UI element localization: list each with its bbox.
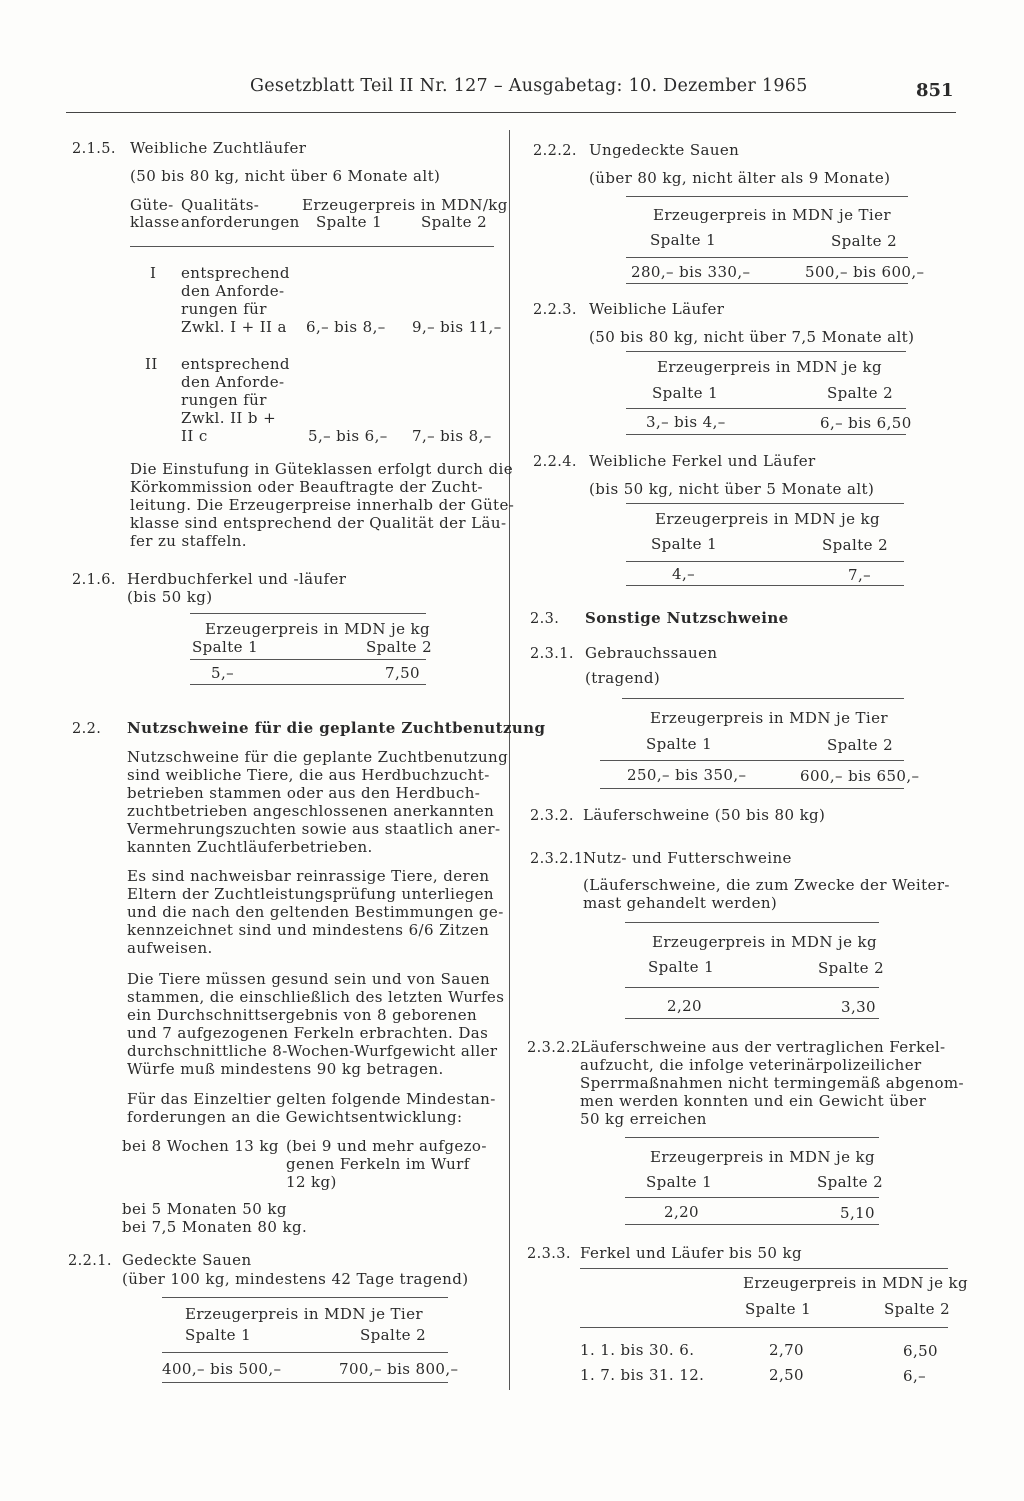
table-header: Spalte 1 — [185, 1326, 252, 1344]
paragraph-line: Nutzschweine für die geplante Zuchtbenutzung — [127, 748, 509, 766]
table-rule — [625, 1224, 879, 1225]
table-header: Spalte 2 — [421, 213, 488, 231]
table-rule — [162, 1382, 448, 1383]
table-rule — [625, 987, 879, 988]
weight-requirement: bei 5 Monaten 50 kg — [122, 1200, 287, 1218]
table-header: Spalte 1 — [648, 958, 715, 976]
section-title: Weibliche Ferkel und Läufer — [589, 452, 816, 470]
weight-requirement: (bei 9 und mehr aufgezo- — [286, 1137, 487, 1155]
table-cell: den Anforde- — [181, 373, 285, 391]
table-header: Spalte 2 — [366, 638, 433, 656]
section-subtitle: (bis 50 kg) — [127, 588, 213, 606]
table-cell: I — [150, 264, 157, 282]
table-cell: 7,50 — [385, 664, 420, 682]
paragraph-line: klasse sind entsprechend der Qualität der Läu- — [130, 514, 507, 532]
table-header: Erzeugerpreis in MDN je Tier — [185, 1305, 423, 1323]
paragraph-line: zuchtbetrieben angeschlossenen anerkannten — [127, 802, 495, 820]
section-number: 2.3.1. — [530, 646, 574, 662]
table-cell: 6,– bis 6,50 — [820, 414, 912, 432]
section-number: 2.2.3. — [533, 302, 577, 318]
table-cell: den Anforde- — [181, 282, 285, 300]
table-header: Güte- — [130, 196, 174, 214]
paragraph-line: aufweisen. — [127, 939, 213, 957]
paragraph-line: Die Einstufung in Güteklassen erfolgt durch die — [130, 460, 513, 478]
table-header: Spalte 2 — [884, 1300, 951, 1318]
table-cell: entsprechend — [181, 355, 290, 373]
table-header: Spalte 2 — [827, 736, 894, 754]
paragraph-line: leitung. Die Erzeugerpreise innerhalb der Güte- — [130, 496, 515, 514]
section-number: 2.3.2. — [530, 808, 574, 824]
table-cell: 3,30 — [841, 998, 876, 1016]
table-cell: 6,50 — [903, 1342, 938, 1360]
table-cell: Zwkl. I + II a — [181, 318, 287, 336]
table-rule — [580, 1327, 948, 1328]
weight-requirement: genen Ferkeln im Wurf — [286, 1155, 470, 1173]
section-title: Gebrauchssauen — [585, 644, 718, 662]
weight-requirement: bei 7,5 Monaten 80 kg. — [122, 1218, 308, 1236]
table-header: Spalte 2 — [360, 1326, 427, 1344]
table-header: Spalte 1 — [192, 638, 259, 656]
column-divider — [509, 130, 510, 1390]
table-cell: 5,10 — [840, 1204, 875, 1222]
section-subtitle: (über 80 kg, nicht älter als 9 Monate) — [589, 169, 891, 187]
table-cell: 5,– — [211, 664, 235, 682]
table-rule — [190, 684, 426, 685]
table-header: Erzeugerpreis in MDN je kg — [650, 1148, 876, 1166]
section-number: 2.2.1. — [68, 1253, 112, 1269]
table-header: Erzeugerpreis in MDN je kg — [657, 358, 883, 376]
table-rule — [600, 788, 904, 789]
paragraph-line: betrieben stammen oder aus den Herdbuch- — [127, 784, 481, 802]
table-cell: 6,– — [903, 1367, 927, 1385]
table-header: Erzeugerpreis in MDN je kg — [743, 1274, 969, 1292]
section-title: Läuferschweine (50 bis 80 kg) — [583, 806, 826, 824]
paragraph-line: Für das Einzeltier gelten folgende Mindestan- — [127, 1090, 496, 1108]
weight-requirement: 12 kg) — [286, 1173, 337, 1191]
table-header: Erzeugerpreis in MDN je kg — [655, 510, 881, 528]
header-rule — [66, 112, 956, 113]
table-rule — [600, 760, 904, 761]
section-title: Herdbuchferkel und -läufer — [127, 570, 347, 588]
table-header: Spalte 1 — [316, 213, 383, 231]
paragraph-line: Sperrmaßnahmen nicht termingemäß abgenom- — [580, 1074, 964, 1092]
page-number: 851 — [916, 80, 954, 101]
table-cell: entsprechend — [181, 264, 290, 282]
table-cell: 4,– — [672, 565, 696, 583]
section-number: 2.2. — [72, 721, 102, 737]
section-number: 2.2.4. — [533, 454, 577, 470]
table-cell: 2,20 — [667, 997, 702, 1015]
section-number: 2.2.2. — [533, 143, 577, 159]
table-cell: Zwkl. II b + — [181, 409, 277, 427]
table-header: Erzeugerpreis in MDN je kg — [205, 620, 431, 638]
section-number: 2.3.2.2. — [527, 1040, 586, 1056]
paragraph-line: durchschnittliche 8-Wochen-Wurfgewicht aller — [127, 1042, 498, 1060]
table-cell: 7,– bis 8,– — [412, 427, 492, 445]
section-title: Gedeckte Sauen — [122, 1251, 252, 1269]
table-rule — [626, 585, 904, 586]
table-header: Spalte 1 — [652, 384, 719, 402]
table-header: klasse — [130, 213, 180, 231]
table-cell: 5,– bis 6,– — [308, 427, 388, 445]
table-header: Spalte 1 — [650, 231, 717, 249]
table-rule — [625, 1137, 879, 1138]
paragraph-line: Läuferschweine aus der vertraglichen Ferkel- — [580, 1038, 946, 1056]
section-title: Weibliche Läufer — [589, 300, 725, 318]
section-number: 2.1.6. — [72, 572, 116, 588]
table-rule — [622, 698, 904, 699]
section-subtitle: (tragend) — [585, 669, 661, 687]
paragraph-line: kannten Zuchtläuferbetrieben. — [127, 838, 373, 856]
paragraph-line: men werden konnten und ein Gewicht über — [580, 1092, 927, 1110]
paragraph-line: aufzucht, die infolge veterinärpolizeilicher — [580, 1056, 922, 1074]
table-rule — [626, 257, 908, 258]
section-title: Ungedeckte Sauen — [589, 141, 740, 159]
table-cell: rungen für — [181, 300, 267, 318]
section-number: 2.1.5. — [72, 141, 116, 157]
section-title: Sonstige Nutzschweine — [585, 609, 789, 627]
table-rule — [626, 408, 906, 409]
table-cell: 7,– — [848, 566, 872, 584]
table-header: Erzeugerpreis in MDN je Tier — [653, 206, 891, 224]
paragraph-line: 50 kg erreichen — [580, 1110, 707, 1128]
table-header: Spalte 2 — [822, 536, 889, 554]
section-number: 2.3. — [530, 611, 560, 627]
table-header: Spalte 2 — [817, 1173, 884, 1191]
table-cell: 2,70 — [769, 1341, 804, 1359]
table-header: Spalte 2 — [831, 232, 898, 250]
paragraph-line: stammen, die einschließlich des letzten Wurfes — [127, 988, 505, 1006]
table-cell: 280,– bis 330,– — [631, 263, 751, 281]
table-rule — [625, 922, 879, 923]
table-cell: 2,20 — [664, 1203, 699, 1221]
table-cell: 400,– bis 500,– — [162, 1360, 282, 1378]
table-rule — [625, 1018, 879, 1019]
section-number: 2.3.2.1. — [530, 851, 589, 867]
table-header: Erzeugerpreis in MDN je kg — [652, 933, 878, 951]
table-cell: 9,– bis 11,– — [412, 318, 502, 336]
table-rule — [626, 561, 904, 562]
table-rule — [580, 1268, 948, 1269]
table-cell: 500,– bis 600,– — [805, 263, 925, 281]
table-cell: 1. 1. bis 30. 6. — [580, 1341, 695, 1359]
table-rule — [626, 196, 908, 197]
section-subtitle: mast gehandelt werden) — [583, 894, 778, 912]
table-cell: 700,– bis 800,– — [339, 1360, 459, 1378]
section-title: Ferkel und Läufer bis 50 kg — [580, 1244, 803, 1262]
table-rule — [626, 503, 904, 504]
paragraph-line: kennzeichnet sind und mindestens 6/6 Zitzen — [127, 921, 490, 939]
table-cell: rungen für — [181, 391, 267, 409]
table-cell: 1. 7. bis 31. 12. — [580, 1366, 705, 1384]
table-header: Spalte 2 — [818, 959, 885, 977]
section-title: Nutzschweine für die geplante Zuchtbenutzung — [127, 719, 546, 737]
table-cell: 250,– bis 350,– — [627, 766, 747, 784]
table-cell: 3,– bis 4,– — [646, 413, 726, 431]
section-subtitle: (über 100 kg, mindestens 42 Tage tragend) — [122, 1270, 469, 1288]
table-cell: II — [145, 355, 158, 373]
table-rule — [130, 246, 494, 247]
paragraph-line: Es sind nachweisbar reinrassige Tiere, deren — [127, 867, 490, 885]
table-rule — [162, 1352, 448, 1353]
section-subtitle: (50 bis 80 kg, nicht über 7,5 Monate alt) — [589, 328, 915, 346]
table-cell: 6,– bis 8,– — [306, 318, 386, 336]
table-header: Erzeugerpreis in MDN je Tier — [650, 709, 888, 727]
paragraph-line: sind weibliche Tiere, die aus Herdbuchzucht- — [127, 766, 490, 784]
table-header: Spalte 1 — [651, 535, 718, 553]
running-header: Gesetzblatt Teil II Nr. 127 – Ausgabetag: 10. Dezember 1965 — [250, 76, 808, 96]
section-title: Weibliche Zuchtläufer — [130, 139, 307, 157]
table-header: anforderungen — [181, 213, 300, 231]
table-header: Erzeugerpreis in MDN/kg — [302, 196, 508, 214]
paragraph-line: Vermehrungszuchten sowie aus staatlich aner- — [127, 820, 501, 838]
table-rule — [626, 283, 908, 284]
paragraph-line: Die Tiere müssen gesund sein und von Sauen — [127, 970, 491, 988]
table-header: Spalte 2 — [827, 384, 894, 402]
table-cell: II c — [181, 427, 208, 445]
table-cell: 600,– bis 650,– — [800, 767, 920, 785]
table-header: Spalte 1 — [646, 1173, 713, 1191]
paragraph-line: forderungen an die Gewichtsentwicklung: — [127, 1108, 463, 1126]
table-rule — [190, 613, 426, 614]
table-cell: 2,50 — [769, 1366, 804, 1384]
table-header: Spalte 1 — [646, 735, 713, 753]
paragraph-line: und die nach den geltenden Bestimmungen ge- — [127, 903, 504, 921]
paragraph-line: Eltern der Zuchtleistungsprüfung unterliegen — [127, 885, 494, 903]
section-subtitle: (bis 50 kg, nicht über 5 Monate alt) — [589, 480, 875, 498]
table-rule — [625, 1197, 879, 1198]
table-rule — [626, 351, 906, 352]
paragraph-line: fer zu staffeln. — [130, 532, 247, 550]
table-rule — [626, 434, 906, 435]
table-header: Qualitäts- — [181, 196, 260, 214]
section-number: 2.3.3. — [527, 1246, 571, 1262]
weight-requirement: bei 8 Wochen 13 kg — [122, 1137, 279, 1155]
paragraph-line: und 7 aufgezogenen Ferkeln erbrachten. Das — [127, 1024, 489, 1042]
section-subtitle: (Läuferschweine, die zum Zwecke der Weiter- — [583, 876, 950, 894]
paragraph-line: Würfe muß mindestens 90 kg betragen. — [127, 1060, 444, 1078]
table-header: Spalte 1 — [745, 1300, 812, 1318]
paragraph-line: ein Durchschnittsergebnis von 8 geborenen — [127, 1006, 478, 1024]
section-title: Nutz- und Futterschweine — [583, 849, 792, 867]
paragraph-line: Körkommission oder Beauftragte der Zucht- — [130, 478, 483, 496]
section-subtitle: (50 bis 80 kg, nicht über 6 Monate alt) — [130, 167, 441, 185]
table-rule — [162, 1297, 448, 1298]
table-rule — [190, 659, 426, 660]
